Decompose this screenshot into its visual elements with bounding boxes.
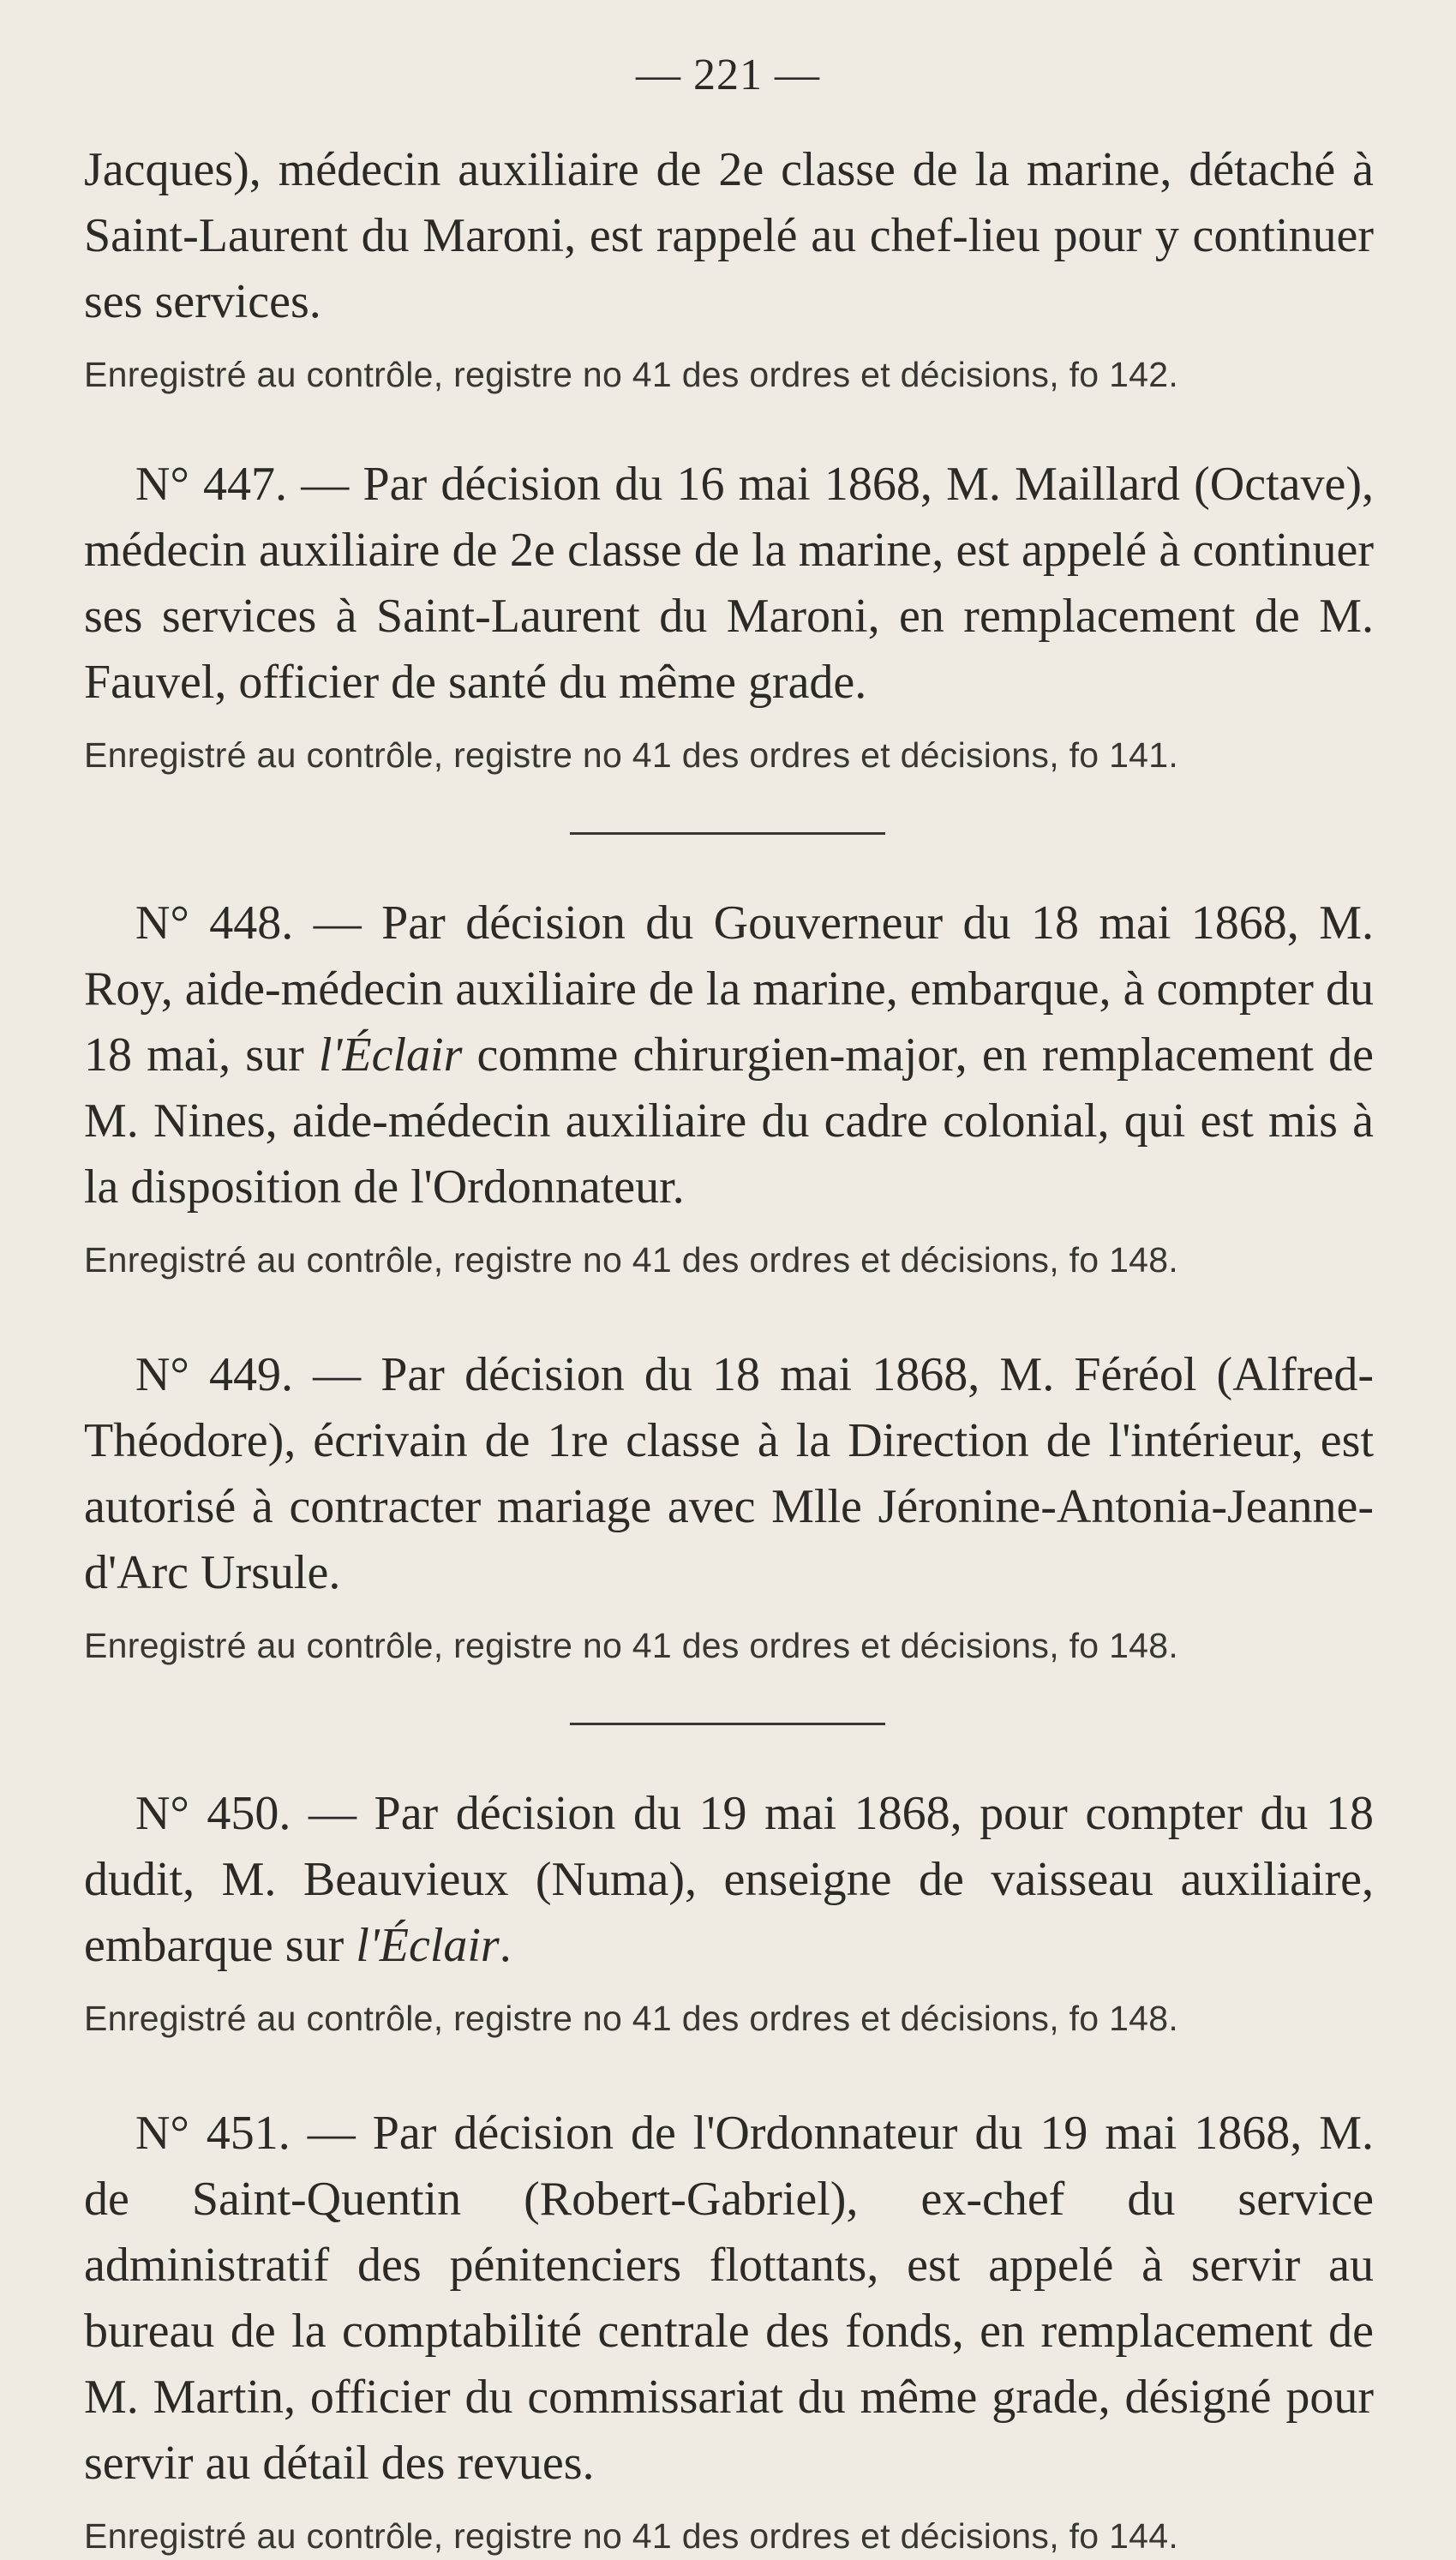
entry-449 [84,1342,1374,1670]
entry-body-after: comme chirurgien-major, en remplacement de M. Nines, aide-médecin auxiliaire du cadre colonial, qui est mis à la disposition de l'Ordonnateur. [84,1028,1374,1214]
separator [84,779,1374,890]
registration-line: Enregistré au contrôle, registre no 41 des ordres et décisions, fo 144. [84,2516,1179,2556]
entry-body-before: — Par décision du Gouverneur du 18 mai 1868, M. Roy, aide-médecin auxiliaire de la marine, embarque, à compter du 18 mai, sur [84,896,1375,1082]
entry-body: — Par décision du 16 mai 1868, M. Maillard (Octave), médecin auxiliaire de 2e classe de la marine, est appelé à continuer ses services à Saint-Laurent du Maroni, en remplacement de M. Fauvel, officier de santé du même grade. [84,458,1375,709]
entry-447 [84,452,1374,779]
registration-line: Enregistré au contrôle, registre no 41 des ordres et décisions, fo 142. [84,355,1179,394]
entry-body: — Par décision du 18 mai 1868, M. Féréol (Alfred-Théodore), écrivain de 1re classe à la Direction de l'intérieur, est autorisé à contracter mariage avec Mlle Jéronine-Antonia-Jeanne-d'Arc Ursule. [84,1348,1375,1599]
registration-line: Enregistré au contrôle, registre no 41 des ordres et décisions, fo 148. [84,1240,1179,1280]
registration-line: Enregistré au contrôle, registre no 41 des ordres et décisions, fo 141. [84,735,1179,775]
entry-continuation [84,137,1374,399]
entry-450 [84,1781,1374,2042]
entry-text [84,1781,1374,1979]
entry-text [84,2101,1374,2497]
entry-number: N° 448. [135,896,294,950]
entry-text: Jacques), médecin auxiliaire de 2e classe de la marine, détaché à Saint-Laurent du Maroni, est rappelé au chef-lieu pour y continuer ses services. [84,143,1374,328]
separator-rule [570,832,885,835]
entry-number: N° 449. [135,1348,293,1401]
entry-body-before: — Par décision du 19 mai 1868, pour compter du 18 dudit, M. Beauvieux (Numa), enseigne de vaisseau auxiliaire, embarque sur [84,1787,1375,1972]
separator [84,1670,1374,1781]
page-number: — 221 — [636,51,820,99]
entry-448 [84,890,1374,1284]
ship-name: l'Éclair [318,1028,463,1082]
entry-body-after: . [499,1919,512,1972]
entry-body: — Par décision de l'Ordonnateur du 19 mai 1868, M. de Saint-Quentin (Robert-Gabriel), ex-chef du service administratif des pénitenciers flottants, est appelé à servir au bureau de la comptabilité centrale des fonds, en remplacement de M. Martin, officier du commissariat du même grade, désigné pour servir au détail des revues. [84,2107,1375,2490]
registration-line: Enregistré au contrôle, registre no 41 des ordres et décisions, fo 148. [84,1999,1179,2038]
entry-number: N° 450. [135,1787,291,1840]
entry-number: N° 451. [135,2107,291,2160]
entry-text [84,890,1374,1220]
separator-rule [570,1723,885,1725]
entry-451 [84,2101,1374,2560]
ship-name: l'Éclair [356,1919,500,1972]
registration-line: Enregistré au contrôle, registre no 41 des ordres et décisions, fo 148. [84,1626,1179,1665]
entry-text [84,452,1374,716]
text-column [84,137,1374,2560]
entry-text [84,1342,1374,1606]
entry-number: N° 447. [135,458,288,511]
